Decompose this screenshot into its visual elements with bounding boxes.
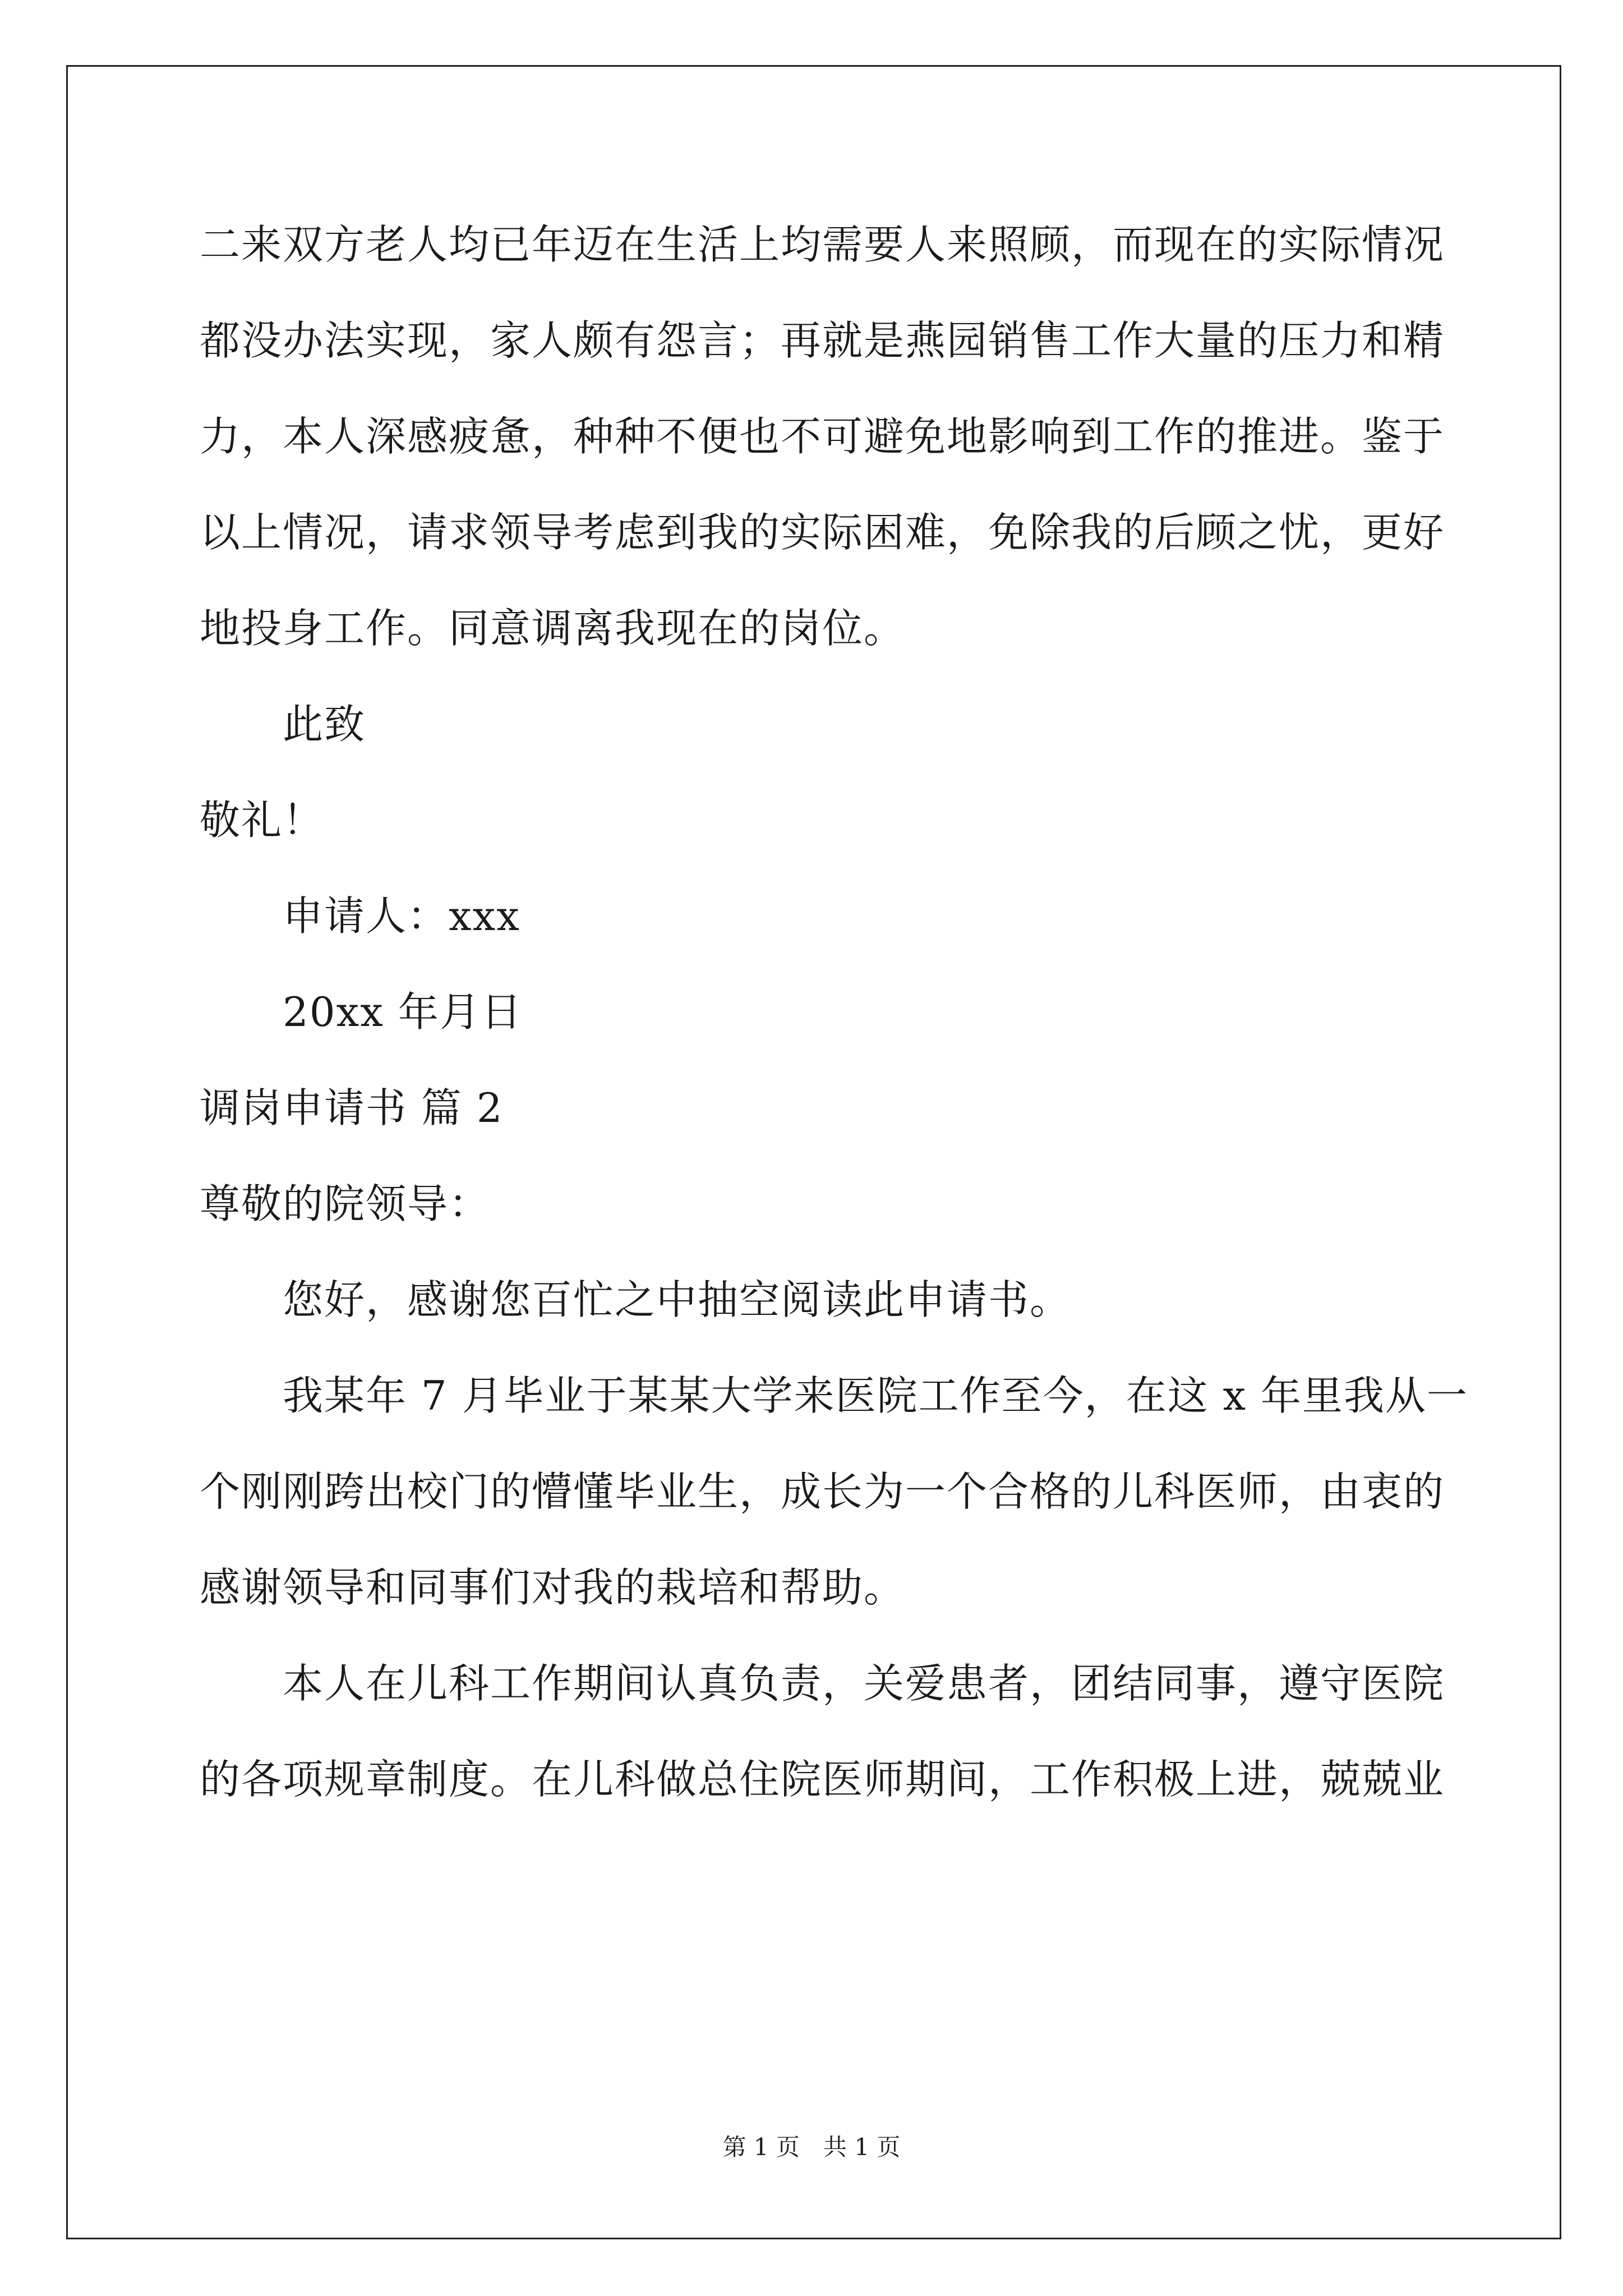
page-number: 第 1 页 共 1 页 bbox=[722, 2133, 901, 2161]
paragraph-line-11: 的各项规章制度。在儿科做总住院医师期间，工作积极上进，兢兢业 bbox=[200, 1756, 1445, 1803]
applicant-signature: 申请人：xxx bbox=[283, 892, 520, 940]
section-heading: 调岗申请书 篇 2 bbox=[200, 1084, 504, 1131]
paragraph-line-1: 二来双方老人均已年迈在生活上均需要人来照顾，而现在的实际情况 bbox=[200, 221, 1445, 268]
page-border bbox=[66, 65, 1561, 2239]
paragraph-line-3: 力，本人深感疲惫，种种不便也不可避免地影响到工作的推进。鉴于 bbox=[200, 413, 1445, 460]
paragraph-line-2: 都没办法实现，家人颇有怨言；再就是燕园销售工作大量的压力和精 bbox=[200, 317, 1445, 364]
paragraph-line-5: 地投身工作。同意调离我现在的岗位。 bbox=[200, 605, 906, 652]
closing-regards: 敬礼！ bbox=[200, 797, 325, 844]
paragraph-line-4: 以上情况，请求领导考虑到我的实际困难，免除我的后顾之忧，更好 bbox=[200, 509, 1445, 556]
paragraph-line-10: 本人在儿科工作期间认真负责，关爱患者，团结同事，遵守医院 bbox=[283, 1660, 1445, 1707]
paragraph-line-9: 感谢领导和同事们对我的栽培和帮助。 bbox=[200, 1564, 906, 1611]
closing-salutation: 此致 bbox=[283, 701, 366, 748]
paragraph-line-6: 您好，感谢您百忙之中抽空阅读此申请书。 bbox=[283, 1276, 1072, 1323]
date-line: 20xx 年月日 bbox=[283, 988, 523, 1036]
greeting: 尊敬的院领导： bbox=[200, 1180, 491, 1227]
paragraph-line-8: 个刚刚跨出校门的懵懂毕业生，成长为一个合格的儿科医师，由衷的 bbox=[200, 1468, 1445, 1515]
paragraph-line-7: 我某年 7 月毕业于某某大学来医院工作至今，在这 x 年里我从一 bbox=[283, 1372, 1468, 1419]
